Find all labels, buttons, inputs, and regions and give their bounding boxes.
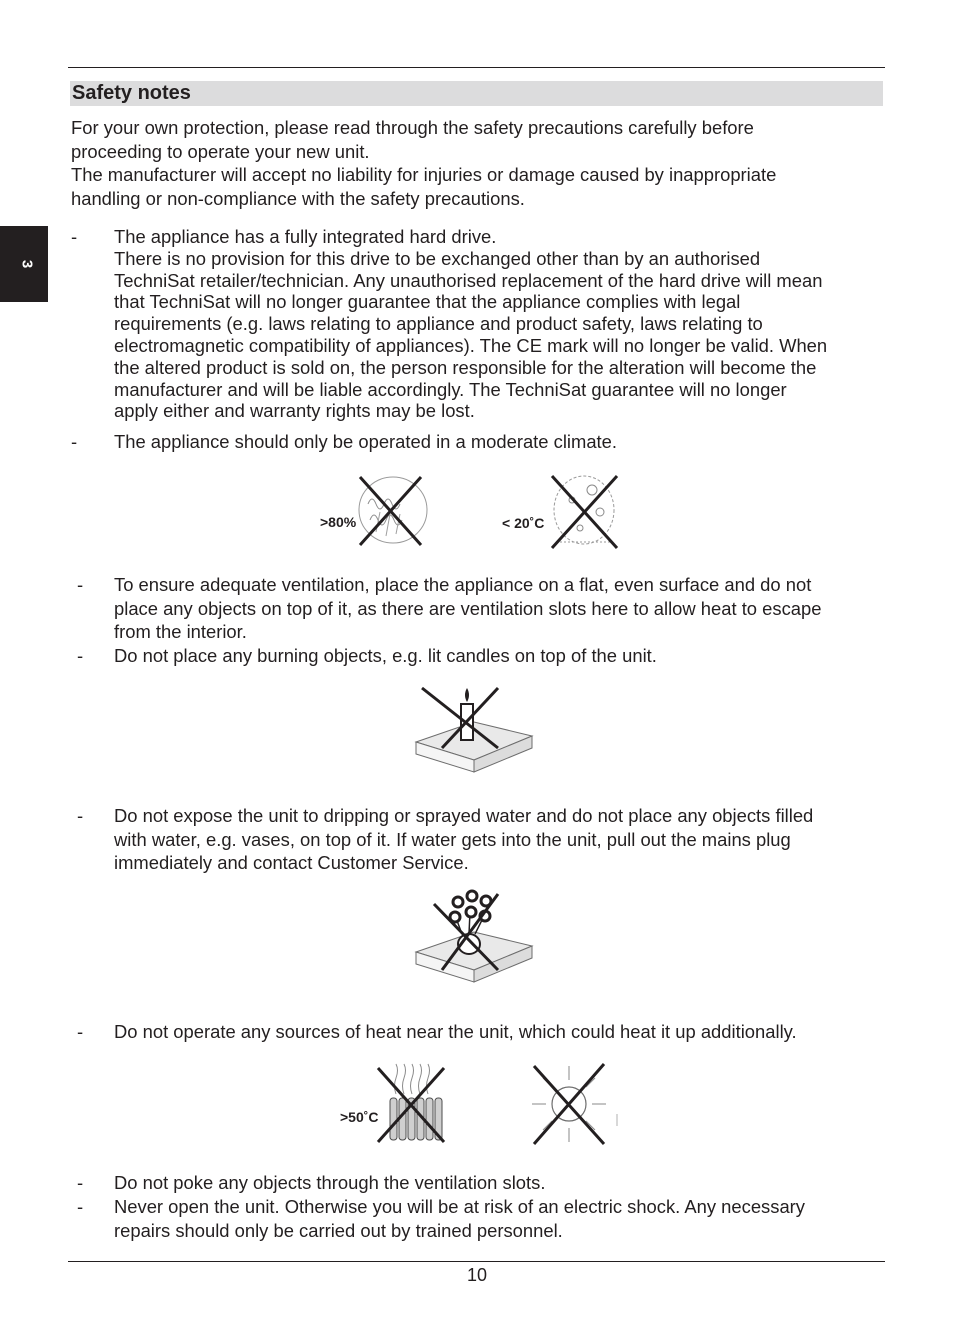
bullet-dash: -: [77, 1021, 84, 1042]
sun-crossed-icon: [528, 1062, 624, 1148]
intro-line: proceeding to operate your new unit.: [71, 140, 370, 162]
page-number: 10: [466, 1265, 488, 1285]
item-line: electromagnetic compatibility of appliances). The CE mark will no longer be valid. When: [114, 334, 828, 356]
bullet-dash: -: [77, 645, 84, 666]
vase-on-unit-crossed-icon: [412, 888, 536, 996]
item-line: place any objects on top of it, as there are ventilation slots here to allow heat to escape: [114, 597, 822, 619]
humidity-figure: [318, 474, 430, 550]
item-line: Do not operate any sources of heat near the unit, which could heat it up additionally.: [114, 1021, 797, 1042]
intro-line: handling or non-compliance with the safety precautions.: [71, 187, 525, 209]
heater-label: >50˚C: [340, 1109, 379, 1125]
vase-figure: [412, 888, 536, 996]
candle-on-unit-crossed-icon: [412, 684, 536, 784]
bullet-dash: -: [77, 574, 84, 595]
sun-figure: [528, 1062, 624, 1148]
candle-figure: [412, 684, 536, 784]
item-line: that TechniSat will no longer guarantee that the appliance complies with legal: [114, 291, 741, 313]
item-line: Do not expose the unit to dripping or sprayed water and do not place any objects filled: [114, 805, 814, 826]
bullet-dash: -: [71, 226, 78, 247]
bullet-dash: -: [77, 805, 84, 826]
item-line: requirements (e.g. laws relating to appliance and product safety, laws relating to: [114, 313, 763, 335]
item-line: TechniSat retailer/technician. Any unauthorised replacement of the hard drive will mean: [114, 269, 823, 291]
intro-line: For your own protection, please read through the safety precautions carefully before: [71, 117, 754, 138]
intro-paragraph: [71, 116, 883, 210]
bullet-dash: -: [77, 1196, 84, 1217]
cold-label: < 20˚C: [502, 515, 545, 531]
item-line: Never open the unit. Otherwise you will be at risk of an electric shock. Any necessary: [114, 1196, 805, 1217]
item-line: the altered product is sold on, the person responsible for the alteration will become the: [114, 356, 817, 378]
chapter-number: 3: [18, 259, 36, 269]
item-line: repairs should only be carried out by trained personnel.: [114, 1219, 563, 1241]
item-line: with water, e.g. vases, on top of it. If water gets into the unit, pull out the mains plug: [114, 828, 791, 850]
item-line: manufacturer and will be liable accordingly. The TechniSat guarantee will no longer: [114, 378, 787, 400]
item-line: Do not place any burning objects, e.g. lit candles on top of the unit.: [114, 645, 657, 666]
item-line: from the interior.: [114, 621, 247, 642]
section-heading-bar: [70, 81, 883, 106]
humidity-label: >80%: [320, 514, 357, 530]
cold-crossed-icon: [500, 472, 624, 552]
cold-figure: [500, 472, 624, 552]
bullet-dash: -: [77, 1172, 84, 1193]
item-line: The appliance should only be operated in a moderate climate.: [114, 431, 617, 452]
item-line: immediately and contact Customer Service.: [114, 852, 469, 873]
item-line: apply either and warranty rights may be lost.: [114, 400, 475, 422]
header-rule: [68, 67, 885, 68]
footer-rule: [68, 1261, 885, 1262]
item-line: There is no provision for this drive to be exchanged other than by an authorised: [114, 247, 761, 269]
item-line: Do not poke any objects through the ventilation slots.: [114, 1172, 546, 1193]
humidity-crossed-icon: [318, 474, 430, 550]
radiator-crossed-icon: [338, 1064, 450, 1148]
chapter-side-tab: [0, 226, 48, 302]
intro-line: The manufacturer will accept no liability for injuries or damage caused by inappropriate: [71, 164, 777, 185]
heater-figure: [338, 1064, 450, 1148]
section-title: Safety notes: [72, 82, 191, 104]
item-line: To ensure adequate ventilation, place the appliance on a flat, even surface and do not: [114, 574, 812, 595]
item-line: The appliance has a fully integrated hard drive.: [114, 226, 497, 247]
bullet-dash: -: [71, 431, 78, 452]
